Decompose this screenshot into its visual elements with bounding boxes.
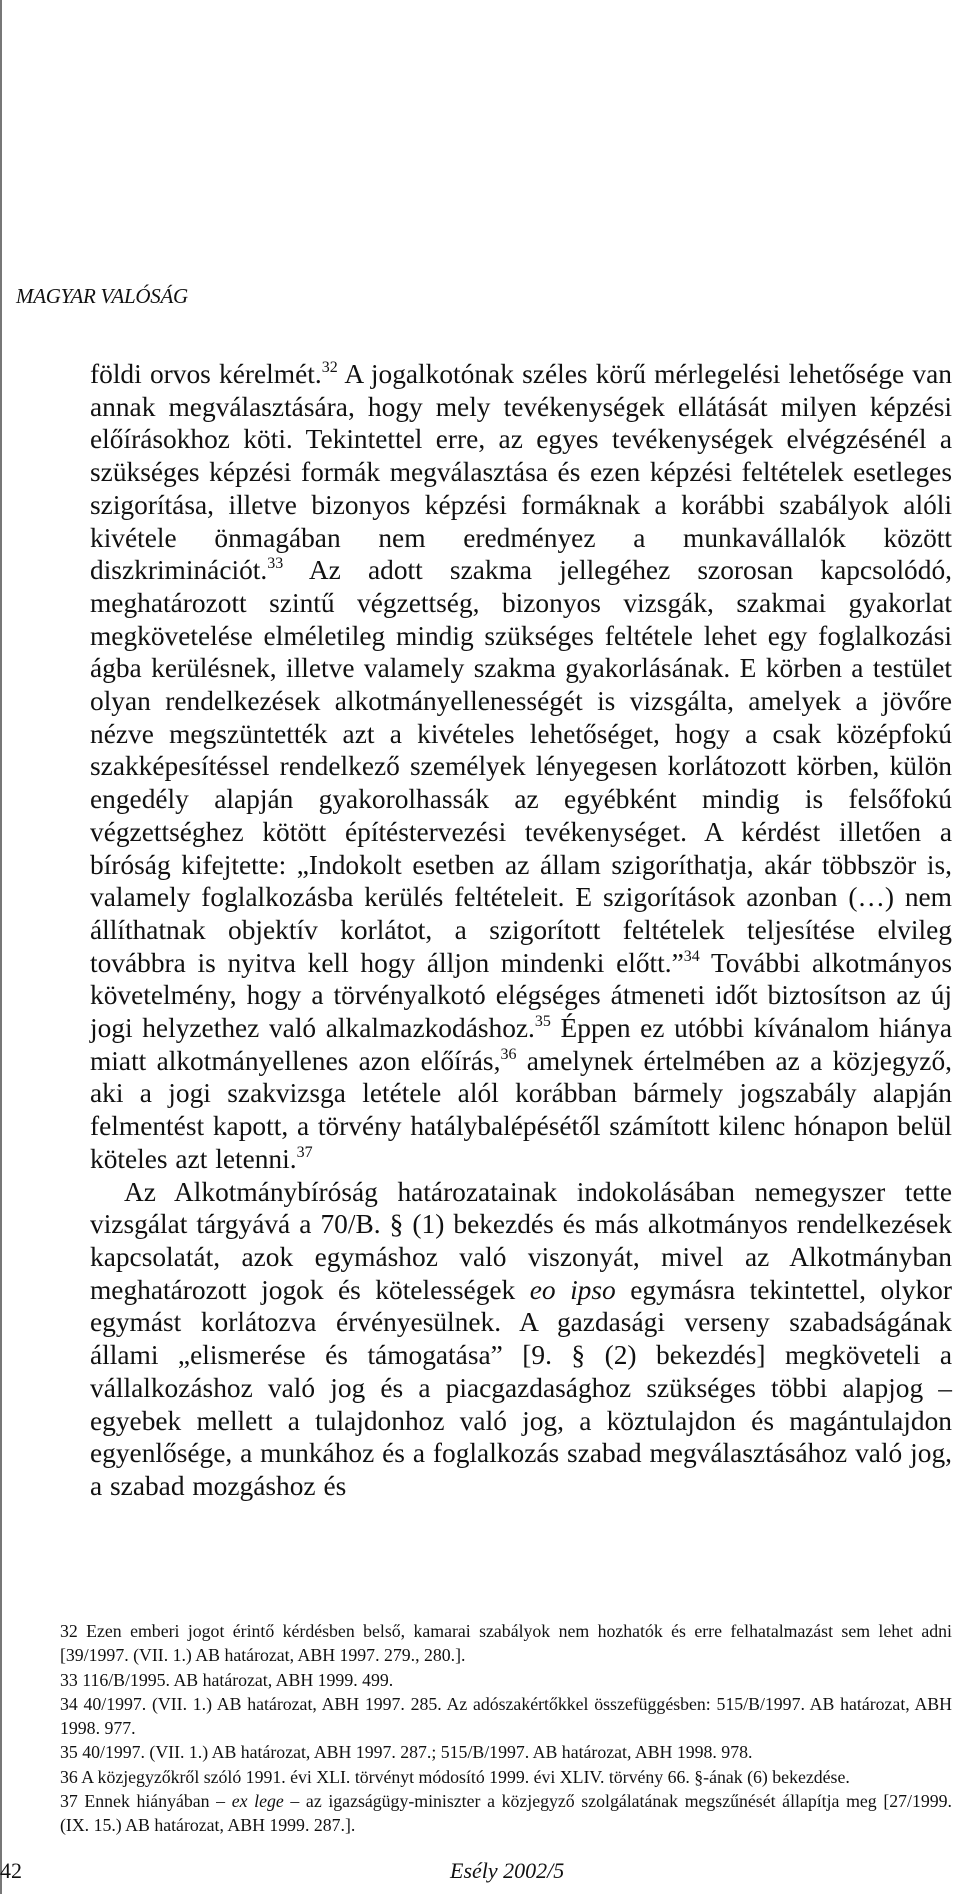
latin-phrase: ex lege — [231, 1791, 284, 1812]
footnote-text: 37 Ennek hiányában – — [60, 1791, 232, 1812]
footnote-ref-33[interactable]: 33 — [267, 555, 284, 573]
paragraph-2 — [90, 1176, 952, 1503]
footnote-ref-37[interactable]: 37 — [296, 1143, 313, 1161]
latin-phrase: eo ipso — [529, 1274, 616, 1305]
main-text — [90, 358, 952, 1503]
body-text: A jogalkotónak széles körű mérlegelési lehetősége van annak megválasztására, hogy mely tevékenységek ellátását milyen képzési előírásokhoz köti. Tekintettel erre, az egyes tevékenységek elvégzésénél a szükséges képzési formák megválasztása és ezen képzési feltételek esetleges szigorítása, illetve bizonyos képzési formáknak a korábbi szabályok alóli kivétele önmagában nem eredményez a munkavállalók között diszkriminációt. — [90, 359, 952, 586]
footnote-36: 36 A közjegyzőkről szóló 1991. évi XLI. törvényt módosító 1999. évi XLIV. törvény 66. §-ának (6) bekezdése. — [60, 1766, 850, 1787]
body-text: Az adott szakma jellegéhez szorosan kapcsolódó, meghatározott szintű végzettség, bizonyos vizsgák, szakmai gyakorlat megkövetelése elméletileg mindig szükséges feltétele lehet egy foglalkozási ágba kerülésnek, illetve valamely szakma gyakorlásának. E körben a testület olyan rendelkezések alkotmányellenességét is vizsgálta, amelyek a jövőre nézve megszüntették azt a kivételes lehetőséget, hogy a csak középfokú szakképesítéssel rendelkező személyek lényegesen korlátozott körben, külön engedély alapján gyakorolhassák az egyébként mindig is felsőfokú végzettséghez kötött építéstervezési tevékenységet. A kérdést illetően a bíróság kifejtette: „Indokolt esetben az állam szigoríthatja, akár többször is, valamely foglalkozásba kerülés feltételeit. E szigorítások azonban (…) nem állíthatnak objektív korlátot, a szigorított feltételek teljesítése elvileg továbbra is nyitva kell hogy álljon mindenki előtt.” — [90, 555, 952, 978]
page-number: 42 — [0, 1858, 22, 1883]
footnote-35: 35 40/1997. (VII. 1.) AB határozat, ABH 1997. 287.; 515/B/1997. AB határozat, ABH 1998. 978. — [60, 1742, 753, 1763]
body-text: egymásra tekintettel, olykor egymást korlátozva érvényesülnek. A gazdasági verseny szabadságának állami „elismerése és támogatása” [9. § (2) bekezdés] megköveteli a vállalkozáshoz való jog és a piacgazdasághoz szükséges többi alapjog – egyebek mellett a tulajdonhoz való jog, a köztulajdon és magántulajdon egyenlősége, a munkához és a foglalkozás szabad megválasztásához való jog, a szabad mozgáshoz és — [90, 1274, 952, 1501]
footnote-text: – az igazságügy-miniszter a közjegyző szolgálatának megszűnését állapítja meg [27/1999. (IX. 15.) AB határozat, ABH 1999. 287.]. — [60, 1791, 952, 1836]
running-head: MAGYAR VALÓSÁG — [16, 284, 188, 308]
footnote-34: 34 40/1997. (VII. 1.) AB határozat, ABH 1997. 285. Az adószakértőkkel összefüggésben: 515/B/1997. AB határozat, ABH 1998. 977. — [60, 1693, 952, 1739]
footnote-33: 33 116/B/1995. AB határozat, ABH 1999. 499. — [60, 1669, 394, 1690]
footnote-ref-35[interactable]: 35 — [534, 1013, 551, 1031]
body-text: További alkotmányos követelmény, hogy a törvényalkotó elégséges átmeneti időt biztosítson az új jogi helyzethez való alkalmazkodáshoz. — [90, 947, 952, 1044]
page-edge-rule — [0, 0, 2, 1894]
footnotes — [60, 1619, 952, 1838]
body-text: Az Alkotmánybíróság határozatainak indokolásában nemegyszer tette vizsgálat tárgyává a 70/B. § (1) bekezdés és más alkotmányos rendelkezések kapcsolatát, azok egymáshoz való viszonyát, mivel az Alkotmányban meghatározott jogok és kötelességek — [90, 1176, 952, 1305]
body-text: Éppen ez utóbbi kívánalom hiánya miatt alkotmányellenes azon előírás, — [90, 1013, 952, 1076]
footnote-ref-32[interactable]: 32 — [321, 359, 338, 376]
journal-name: Esély 2002/5 — [450, 1858, 565, 1883]
footnote-37 — [60, 1789, 952, 1838]
body-text: földi orvos kérelmét. — [90, 359, 322, 389]
paragraph-1 — [90, 358, 952, 1176]
footnote-ref-36[interactable]: 36 — [500, 1045, 517, 1063]
body-text: amelynek értelmében az a közjegyző, aki a jogi szakvizsga letétele alól korábban bármely jogszabály alapján felmentést kapott, a törvény hatálybalépésétől számított kilenc hónapon belül köteles azt letenni. — [90, 1045, 952, 1174]
footnote-32: 32 Ezen emberi jogot érintő kérdésben belső, kamarai szabályok nem hozhatók és erre felhatalmazást sem lehet adni [39/1997. (VII. 1.) AB határozat, ABH 1997. 279., 280.]. — [60, 1621, 952, 1666]
footnote-ref-34[interactable]: 34 — [683, 947, 700, 965]
